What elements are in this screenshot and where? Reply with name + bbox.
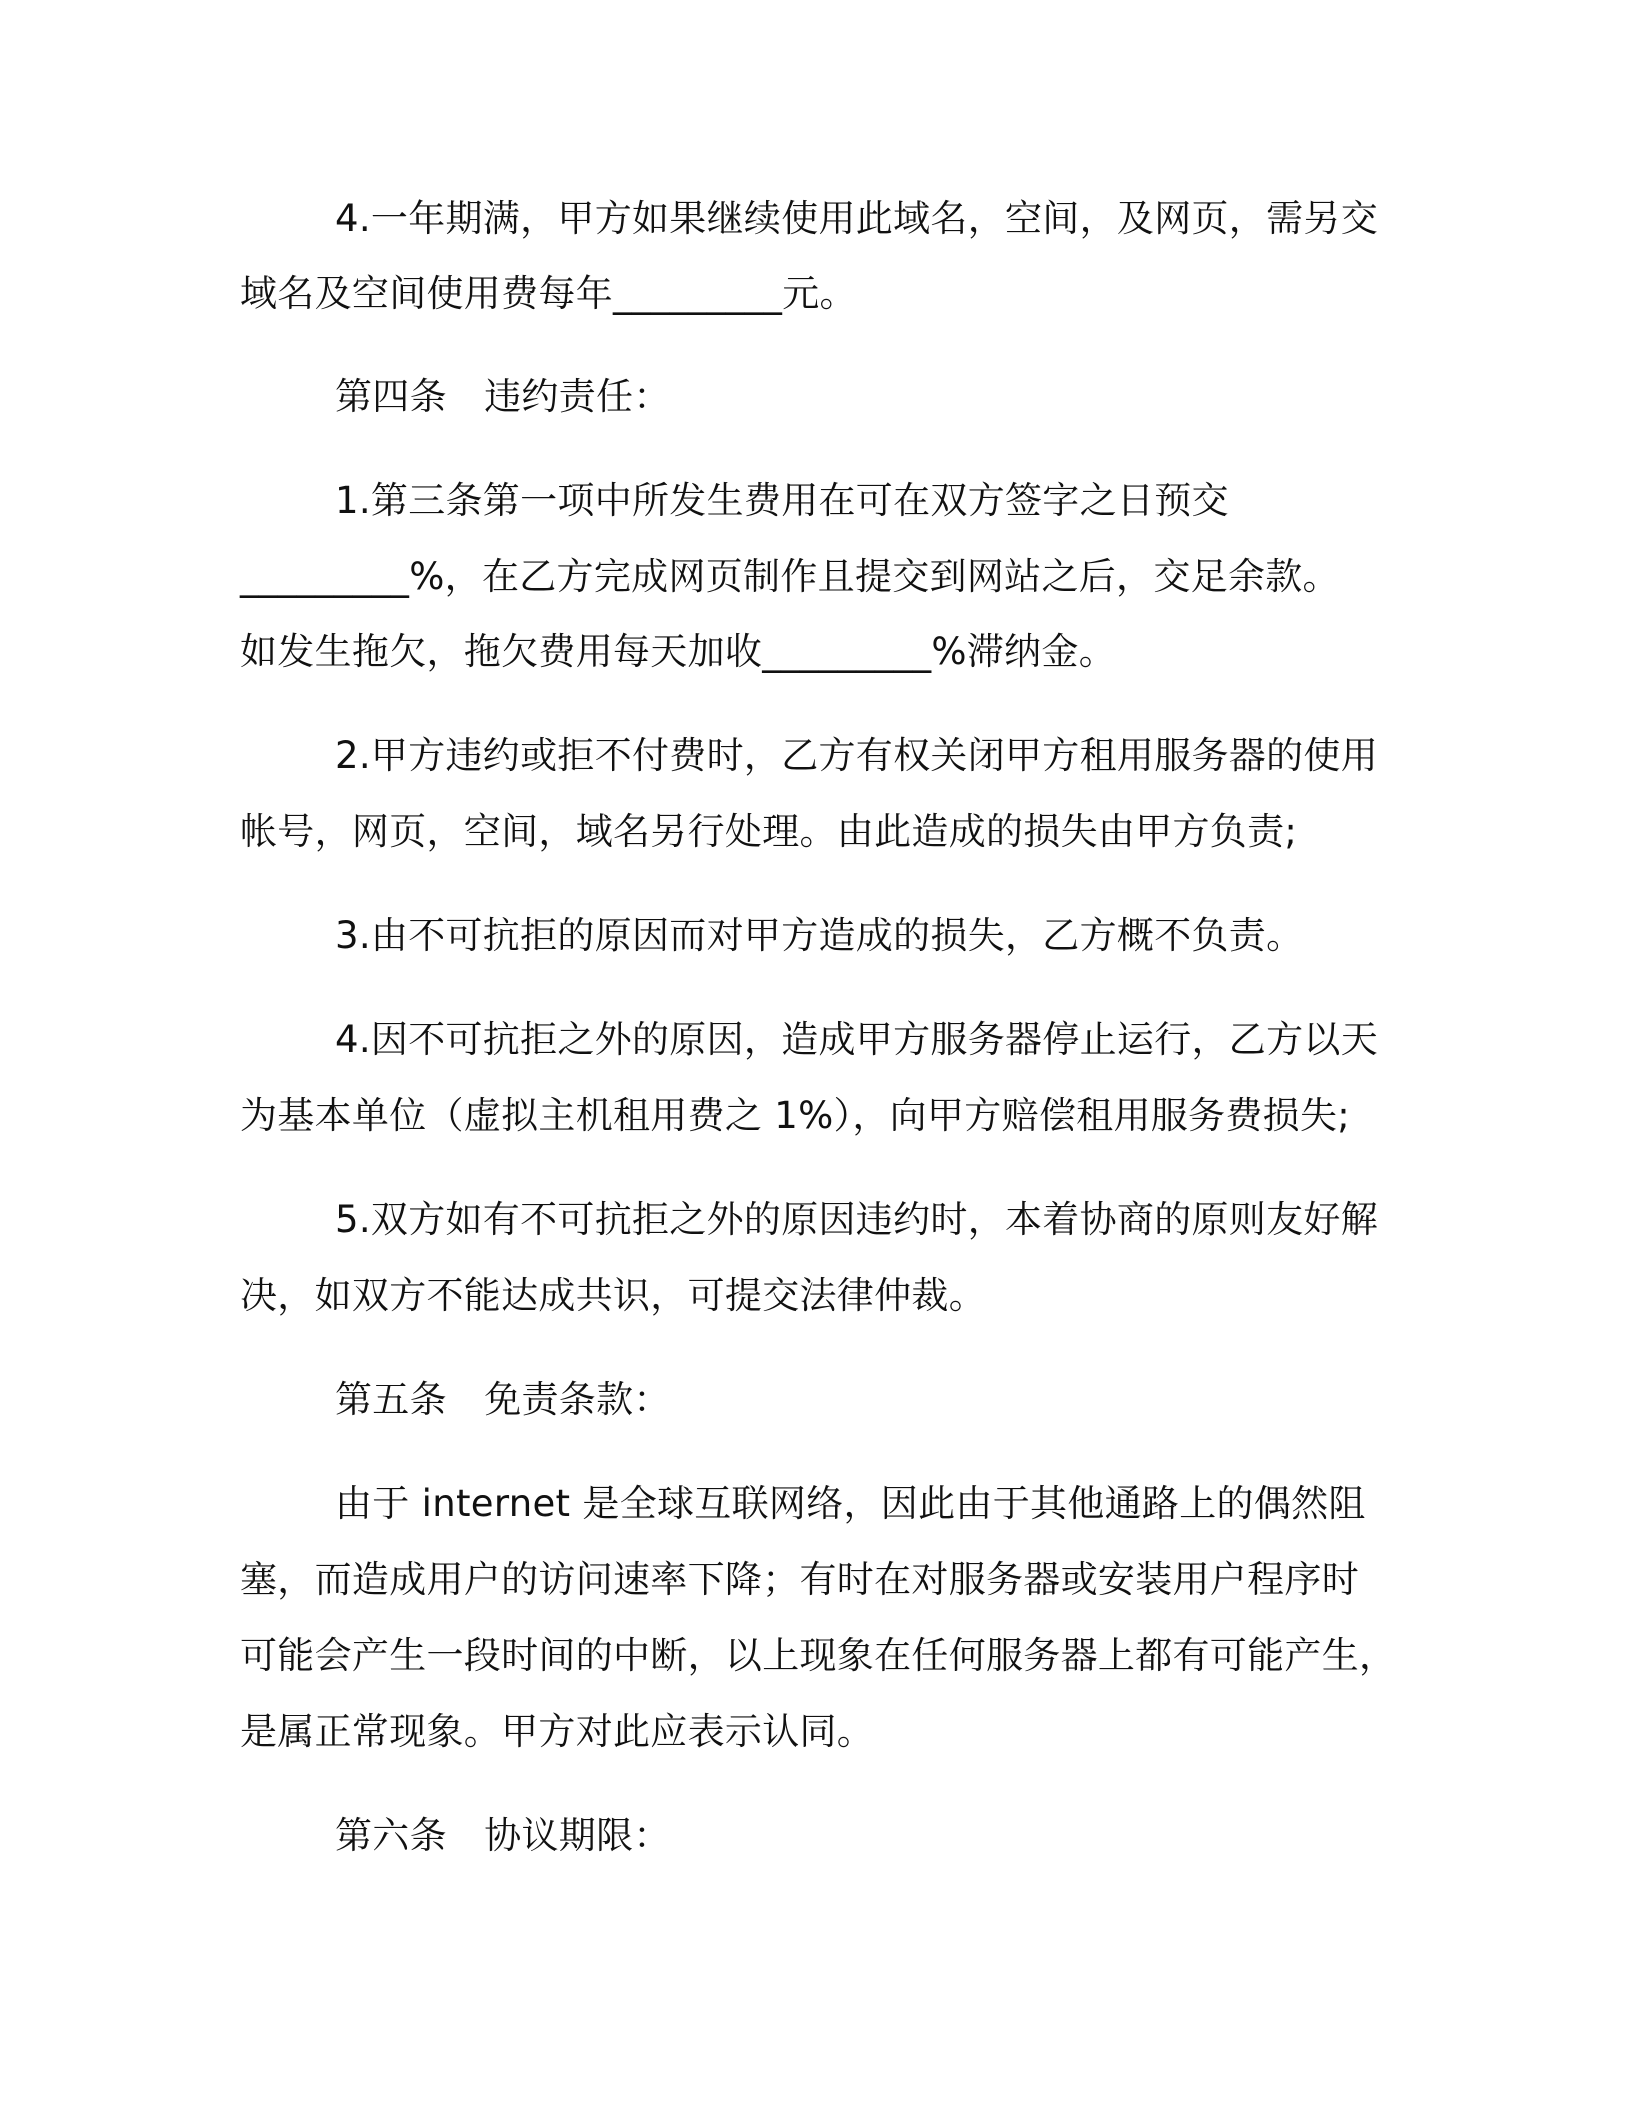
article-4-item-2-line-1: 2.甲方违约或拒不付费时，乙方有权关闭甲方租用服务器的使用: [335, 734, 1378, 777]
article-5-body-line-4: 是属正常现象。甲方对此应表示认同。: [240, 1710, 875, 1753]
article-5-body-line-3: 可能会产生一段时间的中断，以上现象在任何服务器上都有可能产生，: [240, 1634, 1397, 1677]
article-4-item-4-line-1: 4.因不可抗拒之外的原因，造成甲方服务器停止运行，乙方以天: [335, 1018, 1378, 1061]
article-4-item-3: 3.由不可抗拒的原因而对甲方造成的损失，乙方概不负责。: [335, 914, 1304, 957]
article-4-item-1-line-2: _________%，在乙方完成网页制作且提交到网站之后，交足余款。: [240, 555, 1340, 598]
article-4-item-4-line-2: 为基本单位（虚拟主机租用费之 1%），向甲方赔偿租用服务费损失;: [240, 1094, 1351, 1137]
article-6-heading: 第六条 协议期限：: [335, 1814, 671, 1857]
article-4-item-5-line-2: 决，如双方不能达成共识，可提交法律仲裁。: [240, 1274, 986, 1317]
clause-3-item-4-line-1: 4.一年期满，甲方如果继续使用此域名，空间，及网页，需另交: [335, 197, 1378, 240]
article-4-item-5-line-1: 5.双方如有不可抗拒之外的原因违约时，本着协商的原则友好解: [335, 1198, 1378, 1241]
article-4-item-2-line-2: 帐号，网页，空间，域名另行处理。由此造成的损失由甲方负责;: [240, 810, 1298, 853]
article-5-heading: 第五条 免责条款：: [335, 1378, 671, 1421]
article-4-heading: 第四条 违约责任：: [335, 375, 671, 418]
article-5-body-line-2: 塞，而造成用户的访问速率下降；有时在对服务器或安装用户程序时: [240, 1558, 1359, 1601]
article-4-item-1-line-1: 1.第三条第一项中所发生费用在可在双方签字之日预交: [335, 479, 1229, 522]
article-4-item-1-line-3: 如发生拖欠，拖欠费用每天加收_________%滞纳金。: [240, 630, 1117, 673]
article-5-body-line-1: 由于 internet 是全球互联网络，因此由于其他通路上的偶然阻: [335, 1482, 1366, 1525]
clause-3-item-4-line-2: 域名及空间使用费每年_________元。: [240, 272, 857, 315]
